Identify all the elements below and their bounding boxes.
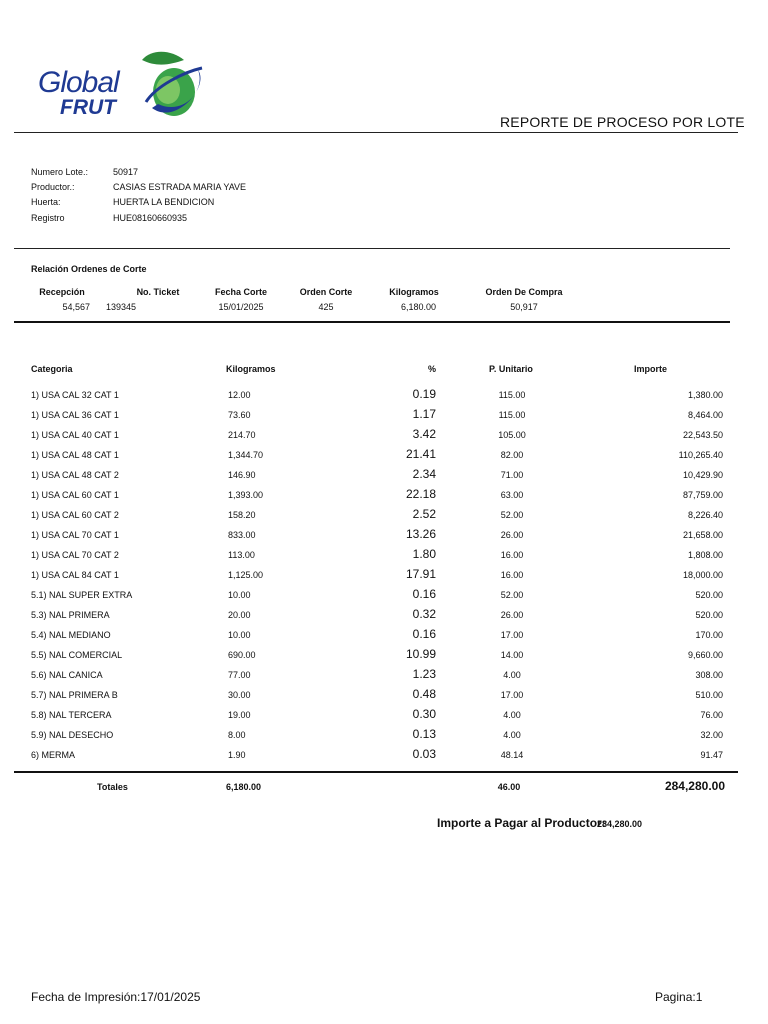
cell-kilograms: 19.00 bbox=[228, 710, 251, 720]
cell-category: 1) USA CAL 48 CAT 1 bbox=[31, 450, 119, 460]
cell-kilograms: 214.70 bbox=[228, 430, 256, 440]
col-header-amount: Importe bbox=[634, 364, 668, 374]
cell-percent: 0.19 bbox=[412, 387, 436, 401]
table-row bbox=[0, 444, 768, 464]
cell-category: 5.7) NAL PRIMERA B bbox=[31, 690, 118, 700]
totals-divider bbox=[14, 771, 738, 773]
cell-kilograms: 1,393.00 bbox=[228, 490, 264, 500]
lot-number-value: 50917 bbox=[113, 167, 139, 177]
cell-amount: 32.00 bbox=[700, 730, 723, 740]
cell-kilograms: 10.00 bbox=[228, 590, 251, 600]
logo-graphic bbox=[34, 46, 209, 122]
cell-unit-price: 48.14 bbox=[500, 750, 524, 760]
cell-percent: 3.42 bbox=[412, 427, 436, 441]
cell-kilograms: 12.00 bbox=[228, 390, 251, 400]
cell-percent: 17.91 bbox=[405, 567, 436, 581]
cell-percent: 0.03 bbox=[412, 747, 436, 761]
table-row bbox=[0, 484, 768, 504]
cell-amount: 9,660.00 bbox=[687, 650, 723, 660]
table-row bbox=[0, 384, 768, 404]
table-row bbox=[0, 544, 768, 564]
cell-category: 5.8) NAL TERCERA bbox=[31, 710, 112, 720]
cell-category: 1) USA CAL 36 CAT 1 bbox=[31, 410, 119, 420]
orders-header-ticket: No. Ticket bbox=[136, 287, 180, 297]
orders-header-cut-order: Orden Corte bbox=[299, 287, 353, 297]
cell-percent: 0.30 bbox=[412, 707, 436, 721]
cell-kilograms: 10.00 bbox=[228, 630, 251, 640]
cell-amount: 520.00 bbox=[695, 610, 723, 620]
table-row bbox=[0, 564, 768, 584]
cell-unit-price: 14.00 bbox=[500, 650, 524, 660]
cell-kilograms: 1,125.00 bbox=[228, 570, 264, 580]
leaf-icon bbox=[142, 52, 184, 65]
orders-value-kilograms: 6,180.00 bbox=[400, 302, 436, 312]
col-header-unit-price: P. Unitario bbox=[489, 364, 533, 374]
cell-percent: 13.26 bbox=[405, 527, 436, 541]
cell-percent: 0.48 bbox=[412, 687, 436, 701]
table-row bbox=[0, 584, 768, 604]
table-row bbox=[0, 684, 768, 704]
cell-percent: 0.32 bbox=[412, 607, 436, 621]
table-row bbox=[0, 744, 768, 764]
header-divider bbox=[14, 132, 738, 133]
info-divider bbox=[14, 248, 730, 249]
orders-divider bbox=[14, 321, 730, 323]
logo-word-frut: FRUT bbox=[60, 96, 116, 119]
cell-category: 5.3) NAL PRIMERA bbox=[31, 610, 110, 620]
print-date: Fecha de Impresión:17/01/2025 bbox=[31, 990, 201, 1004]
cell-unit-price: 17.00 bbox=[500, 690, 524, 700]
cell-kilograms: 20.00 bbox=[228, 610, 251, 620]
cell-amount: 1,380.00 bbox=[687, 390, 723, 400]
cell-category: 5.9) NAL DESECHO bbox=[31, 730, 114, 740]
cell-amount: 76.00 bbox=[700, 710, 723, 720]
cell-category: 5.6) NAL CANICA bbox=[31, 670, 103, 680]
cell-kilograms: 690.00 bbox=[228, 650, 256, 660]
cell-unit-price: 17.00 bbox=[500, 630, 524, 640]
cell-unit-price: 52.00 bbox=[500, 590, 524, 600]
cell-amount: 22,543.50 bbox=[682, 430, 723, 440]
cell-amount: 21,658.00 bbox=[682, 530, 723, 540]
table-row bbox=[0, 704, 768, 724]
table-row bbox=[0, 604, 768, 624]
orchard-value: HUERTA LA BENDICION bbox=[113, 197, 215, 207]
cell-unit-price: 26.00 bbox=[500, 610, 524, 620]
cell-kilograms: 158.20 bbox=[228, 510, 256, 520]
cell-amount: 510.00 bbox=[695, 690, 723, 700]
payment-label: Importe a Pagar al Productor: bbox=[437, 816, 606, 830]
cell-kilograms: 1.90 bbox=[228, 750, 246, 760]
cell-category: 6) MERMA bbox=[31, 750, 76, 760]
cell-unit-price: 26.00 bbox=[500, 530, 524, 540]
orders-header-reception: Recepción bbox=[39, 287, 85, 297]
cell-kilograms: 146.90 bbox=[228, 470, 256, 480]
cell-unit-price: 16.00 bbox=[500, 570, 524, 580]
cell-unit-price: 4.00 bbox=[503, 670, 521, 680]
cell-percent: 2.52 bbox=[412, 507, 436, 521]
producer-label: Productor.: bbox=[31, 182, 75, 192]
report-title: REPORTE DE PROCESO POR LOTE bbox=[500, 114, 745, 130]
cell-kilograms: 73.60 bbox=[228, 410, 251, 420]
table-row bbox=[0, 644, 768, 664]
cell-unit-price: 105.00 bbox=[498, 430, 526, 440]
cell-percent: 1.80 bbox=[412, 547, 436, 561]
cell-category: 1) USA CAL 40 CAT 1 bbox=[31, 430, 119, 440]
table-row bbox=[0, 464, 768, 484]
orders-value-purchase-order: 50,917 bbox=[510, 302, 538, 312]
registry-label: Registro bbox=[31, 213, 65, 223]
cell-amount: 110,265.40 bbox=[678, 450, 723, 460]
cell-kilograms: 1,344.70 bbox=[228, 450, 264, 460]
cell-kilograms: 77.00 bbox=[228, 670, 251, 680]
cell-unit-price: 71.00 bbox=[500, 470, 524, 480]
cell-percent: 0.16 bbox=[412, 587, 436, 601]
cell-unit-price: 4.00 bbox=[503, 710, 521, 720]
cell-category: 1) USA CAL 48 CAT 2 bbox=[31, 470, 119, 480]
cell-unit-price: 52.00 bbox=[500, 510, 524, 520]
cell-amount: 1,808.00 bbox=[687, 550, 723, 560]
lot-number-label: Numero Lote.: bbox=[31, 167, 89, 177]
cell-amount: 308.00 bbox=[695, 670, 723, 680]
cell-percent: 1.17 bbox=[412, 407, 436, 421]
col-header-percent: % bbox=[428, 364, 437, 374]
cell-percent: 0.13 bbox=[412, 727, 436, 741]
cell-amount: 10,429.90 bbox=[682, 470, 723, 480]
cell-amount: 18,000.00 bbox=[682, 570, 723, 580]
orders-value-cut-order: 425 bbox=[318, 302, 334, 312]
cut-orders-title: Relación Ordenes de Corte bbox=[31, 264, 147, 274]
totals-amount: 284,280.00 bbox=[664, 779, 725, 793]
cell-amount: 8,226.40 bbox=[687, 510, 723, 520]
col-header-category: Categoria bbox=[31, 364, 73, 374]
orders-header-cut-date: Fecha Corte bbox=[214, 287, 267, 297]
cell-amount: 87,759.00 bbox=[682, 490, 723, 500]
registry-value: HUE08160660935 bbox=[113, 213, 188, 223]
payment-value: 284,280.00 bbox=[597, 819, 643, 829]
orchard-label: Huerta: bbox=[31, 197, 61, 207]
cell-unit-price: 115.00 bbox=[498, 390, 526, 400]
cell-category: 1) USA CAL 84 CAT 1 bbox=[31, 570, 119, 580]
orders-value-ticket: 139345 bbox=[106, 302, 137, 312]
cell-percent: 22.18 bbox=[405, 487, 436, 501]
orders-value-cut-date: 15/01/2025 bbox=[218, 302, 264, 312]
table-row bbox=[0, 524, 768, 544]
table-row bbox=[0, 504, 768, 524]
cell-amount: 520.00 bbox=[695, 590, 723, 600]
cell-amount: 91.47 bbox=[700, 750, 723, 760]
cell-unit-price: 115.00 bbox=[498, 410, 526, 420]
cell-unit-price: 16.00 bbox=[500, 550, 524, 560]
orders-header-kilograms: Kilogramos bbox=[389, 287, 439, 297]
orders-value-reception: 54,567 bbox=[62, 302, 90, 312]
cell-category: 5.1) NAL SUPER EXTRA bbox=[31, 590, 133, 600]
cell-amount: 170.00 bbox=[695, 630, 723, 640]
cell-category: 1) USA CAL 70 CAT 2 bbox=[31, 550, 119, 560]
table-row bbox=[0, 724, 768, 744]
cell-category: 5.5) NAL COMERCIAL bbox=[31, 650, 123, 660]
cell-kilograms: 113.00 bbox=[228, 550, 255, 560]
cell-unit-price: 82.00 bbox=[500, 450, 524, 460]
cell-percent: 0.16 bbox=[412, 627, 436, 641]
cell-category: 1) USA CAL 70 CAT 1 bbox=[31, 530, 119, 540]
cell-kilograms: 8.00 bbox=[228, 730, 246, 740]
orders-header-purchase-order: Orden De Compra bbox=[485, 287, 563, 297]
company-logo bbox=[34, 46, 209, 122]
table-row bbox=[0, 404, 768, 424]
cell-unit-price: 63.00 bbox=[500, 490, 524, 500]
page-number: Pagina:1 bbox=[655, 990, 703, 1004]
totals-kilograms: 6,180.00 bbox=[226, 782, 262, 792]
cell-percent: 1.23 bbox=[412, 667, 436, 681]
col-header-kilograms: Kilogramos bbox=[226, 364, 276, 374]
cell-category: 1) USA CAL 60 CAT 2 bbox=[31, 510, 119, 520]
totals-label: Totales bbox=[97, 782, 128, 792]
totals-unit-price: 46.00 bbox=[497, 782, 521, 792]
logo-word-global: Global bbox=[38, 66, 119, 99]
table-row bbox=[0, 424, 768, 444]
cell-percent: 21.41 bbox=[405, 447, 436, 461]
cell-unit-price: 4.00 bbox=[503, 730, 521, 740]
producer-value: CASIAS ESTRADA MARIA YAVE bbox=[113, 182, 247, 192]
cell-category: 1) USA CAL 32 CAT 1 bbox=[31, 390, 119, 400]
cell-percent: 10.99 bbox=[405, 647, 436, 661]
table-row bbox=[0, 664, 768, 684]
cell-kilograms: 30.00 bbox=[228, 690, 251, 700]
cell-percent: 2.34 bbox=[412, 467, 436, 481]
cell-category: 1) USA CAL 60 CAT 1 bbox=[31, 490, 119, 500]
cell-category: 5.4) NAL MEDIANO bbox=[31, 630, 111, 640]
table-row bbox=[0, 624, 768, 644]
cell-kilograms: 833.00 bbox=[228, 530, 256, 540]
cell-amount: 8,464.00 bbox=[687, 410, 723, 420]
